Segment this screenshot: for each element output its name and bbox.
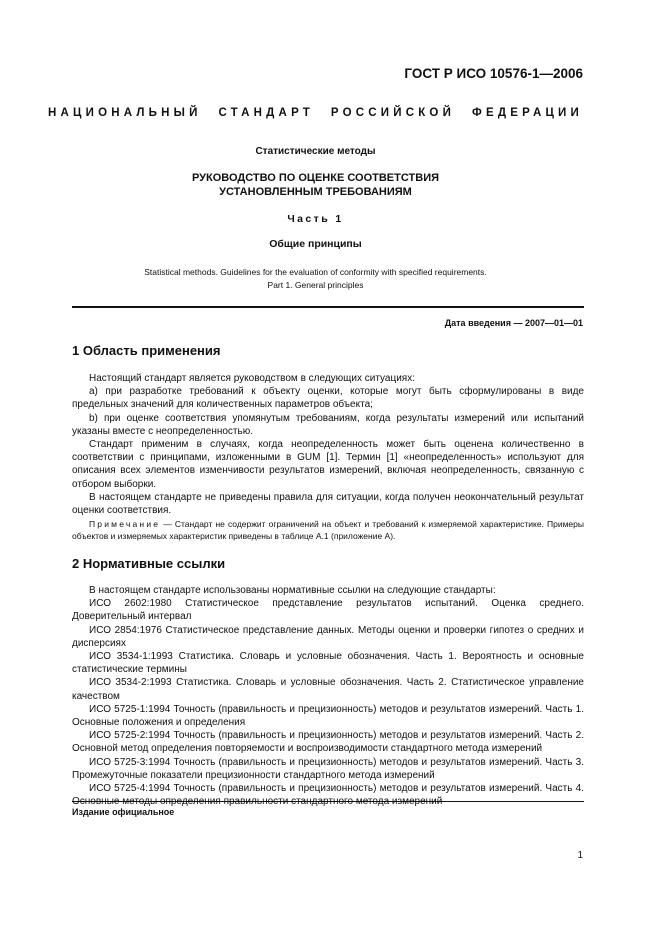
reference-item: ИСО 5725-2:1994 Точность (правильность и прецизионность) методов и результатов измерений. Часть 2. Основной метод определения повторяемости и воспроизводимости стандартного метода измерений: [72, 730, 584, 755]
reference-item: ИСО 5725-3:1994 Точность (правильность и прецизионность) методов и результатов измерений. Часть 3. Промежуточные показатели прецизионности стандартного метода измерений: [72, 756, 584, 781]
title-line: УСТАНОВЛЕННЫМ ТРЕБОВАНИЯМ: [219, 186, 412, 198]
section-1-heading: 1 Область применения: [72, 343, 221, 358]
english-title-line: Part 1. General principles: [267, 280, 364, 290]
section-1-body: [72, 372, 584, 517]
edition-label: Издание официальное: [72, 807, 175, 817]
paragraph: a) при разработке требований к объекту оценки, которые могут быть сформулированы в виде предельных значений для количественных параметров объекта;: [72, 386, 584, 411]
english-title: [48, 266, 583, 292]
paragraph: В настоящем стандарте не приведены правила для ситуации, когда получен неокончательный результат оценки соответствия.: [72, 491, 584, 517]
paragraph: В настоящем стандарте использованы нормативные ссылки на следующие стандарты:: [89, 585, 496, 596]
title-line: РУКОВОДСТВО ПО ОЦЕНКЕ СООТВЕТСТВИЯ: [191, 172, 440, 184]
part-title: Общие принципы: [269, 238, 362, 250]
introduction-date: Дата введения — 2007—01—01: [444, 318, 583, 328]
reference-item: ИСО 5725-4:1994 Точность (правильность и прецизионность) методов и результатов измерений. Часть 4. Основные методы определения правильности стандартного метода измерений: [72, 783, 584, 808]
banner-word: РОССИЙСКОЙ: [330, 107, 456, 119]
banner-word: ФЕДЕРАЦИИ: [471, 107, 583, 119]
note-text: — Стандарт не содержит ограничений на объект и требований к измеряемой характеристике. Примеры объектов и измеряемых характеристик приведены в таблице А.1 (приложение А).: [72, 519, 584, 541]
paragraph: Стандарт применим в случаях, когда неопределенность может быть оценена количественно в соответствии с принципами, изложенными в GUM [1]. Термин [1] «неопределенность» используют для описания всех элементов изменчивости результатов измерений, включая неопределенность, связанную с отбором выборки.: [72, 439, 584, 490]
banner-word: СТАНДАРТ: [218, 107, 315, 119]
part-label: Часть 1: [287, 213, 344, 225]
document-id: ГОСТ Р ИСО 10576-1—2006: [404, 66, 583, 81]
banner-word: НАЦИОНАЛЬНЫЙ: [48, 107, 202, 119]
subject-heading: Статистические методы: [255, 146, 376, 157]
title-divider: [72, 306, 584, 308]
footer-divider: [72, 801, 584, 802]
paragraph: b) при оценке соответствия упомянутым требованиям, когда результаты измерений или испытаний указаны вместе с неопределенностью.: [72, 412, 584, 437]
note-label: Примечание: [89, 519, 161, 529]
reference-item: ИСО 3534-1:1993 Статистика. Словарь и условные обозначения. Часть 1. Вероятность и основные статистические термины: [72, 651, 584, 676]
reference-item: ИСО 5725-1:1994 Точность (правильность и прецизионность) методов и результатов измерений. Часть 1. Основные положения и определения: [72, 703, 584, 729]
english-title-line: Statistical methods. Guidelines for the evaluation of conformity with specified requirements.: [144, 267, 487, 277]
reference-item: ИСО 3534-2:1993 Статистика. Словарь и условные обозначения. Часть 2. Статистическое управление качеством: [72, 677, 584, 702]
section-2-heading: 2 Нормативные ссылки: [72, 556, 226, 571]
reference-item: ИСО 2602:1980 Статистическое представление результатов испытаний. Оценка среднего. Доверительный интервал: [72, 598, 584, 623]
section-2-body: [72, 584, 584, 808]
page-number: 1: [577, 850, 583, 861]
reference-item: ИСО 2854:1976 Статистическое представление данных. Методы оценки и проверки гипотез о средних и дисперсиях: [72, 624, 584, 649]
paragraph: Настоящий стандарт является руководством в следующих ситуациях:: [89, 373, 415, 384]
note: [72, 518, 584, 542]
national-standard-banner: [48, 107, 583, 119]
document-title: [48, 171, 583, 199]
